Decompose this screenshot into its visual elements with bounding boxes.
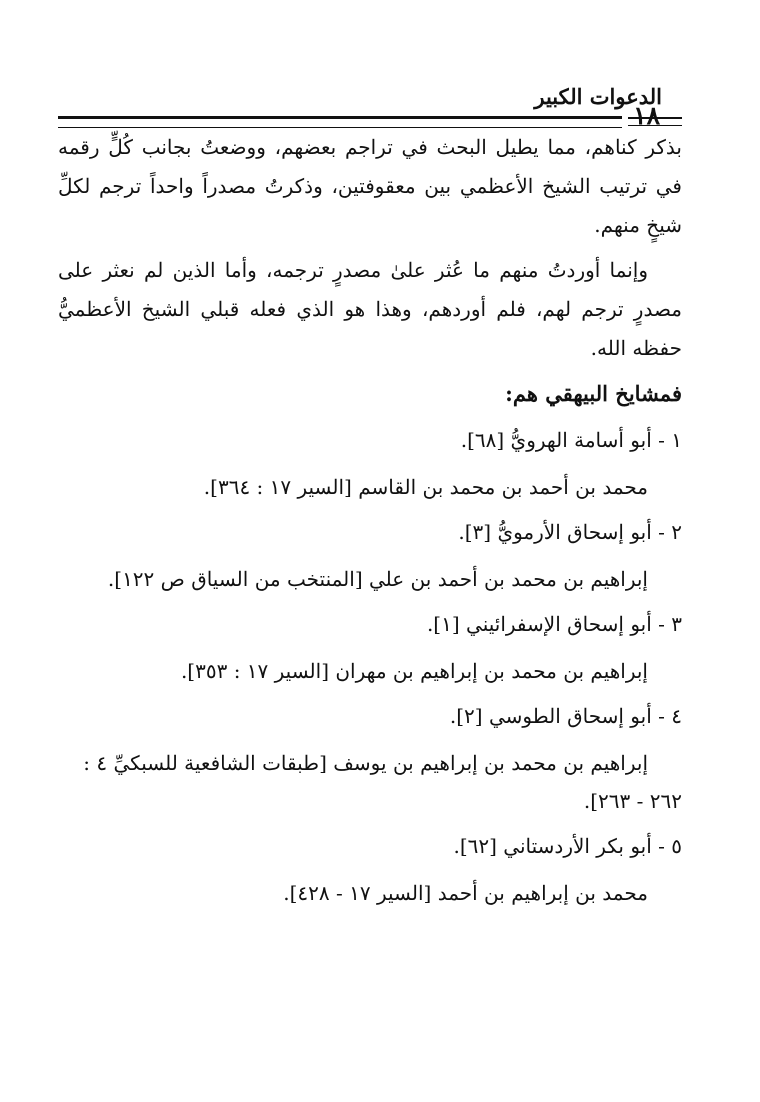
entry-title: ٤ - أبو إسحاق الطوسي [٢]. [449, 704, 682, 728]
entry-detail: إبراهيم بن محمد بن أحمد بن علي [المنتخب من السياق ص ١٢٢]. [107, 567, 648, 591]
entry-title: ٣ - أبو إسحاق الإسفرائيني [١]. [426, 612, 682, 636]
list-item [58, 826, 682, 912]
header-rule [58, 116, 622, 128]
entry-title: ٥ - أبو بكر الأردستاني [٦٢]. [453, 834, 682, 858]
list-item [58, 604, 682, 690]
entry-title: ٢ - أبو إسحاق الأرمويُّ [٣]. [458, 520, 682, 544]
list-item [58, 696, 682, 820]
list-item [58, 420, 682, 506]
running-header [58, 82, 682, 128]
section-heading: فمشايخ البيهقي هم: [505, 381, 682, 406]
entry-detail: إبراهيم بن محمد بن إبراهيم بن مهران [السير ١٧ : ٣٥٣]. [180, 659, 648, 683]
header-rule-short [628, 117, 682, 126]
entry-detail: محمد بن أحمد بن محمد بن القاسم [السير ١٧ : ٣٦٤]. [203, 475, 648, 499]
page-number: ١٨ [633, 101, 660, 130]
book-title: الدعوات الكبير [534, 84, 662, 109]
paragraph-method: وإنما أوردتُ منهم ما عُثر علىٰ مصدرٍ ترجمه، وأما الذين لم نعثر على مصدرٍ ترجم لهم، فلم أوردهم، وهذا هو الذي فعله قبلي الشيخ الأعظميُّ حفظه الله. [58, 258, 682, 360]
entry-detail: إبراهيم بن محمد بن إبراهيم بن يوسف [طبقات الشافعية للسبكيِّ ٤ : ٢٦٢ - ٢٦٣]. [83, 751, 682, 813]
book-page [58, 82, 682, 912]
entry-title: ١ - أبو أسامة الهرويُّ [٦٨]. [460, 428, 682, 452]
paragraph-intro: بذكر كناهم، مما يطيل البحث في تراجم بعضهم، ووضعتُ بجانب كُلٍّ رقمه في ترتيب الشيخ الأعظمي بين معقوفتين، وذكرتُ مصدراً واحداً ترجم لكلِّ شيخٍ منهم. [58, 135, 682, 237]
entry-detail: محمد بن إبراهيم بن أحمد [السير ١٧ - ٤٢٨]. [283, 881, 648, 905]
list-item [58, 512, 682, 598]
